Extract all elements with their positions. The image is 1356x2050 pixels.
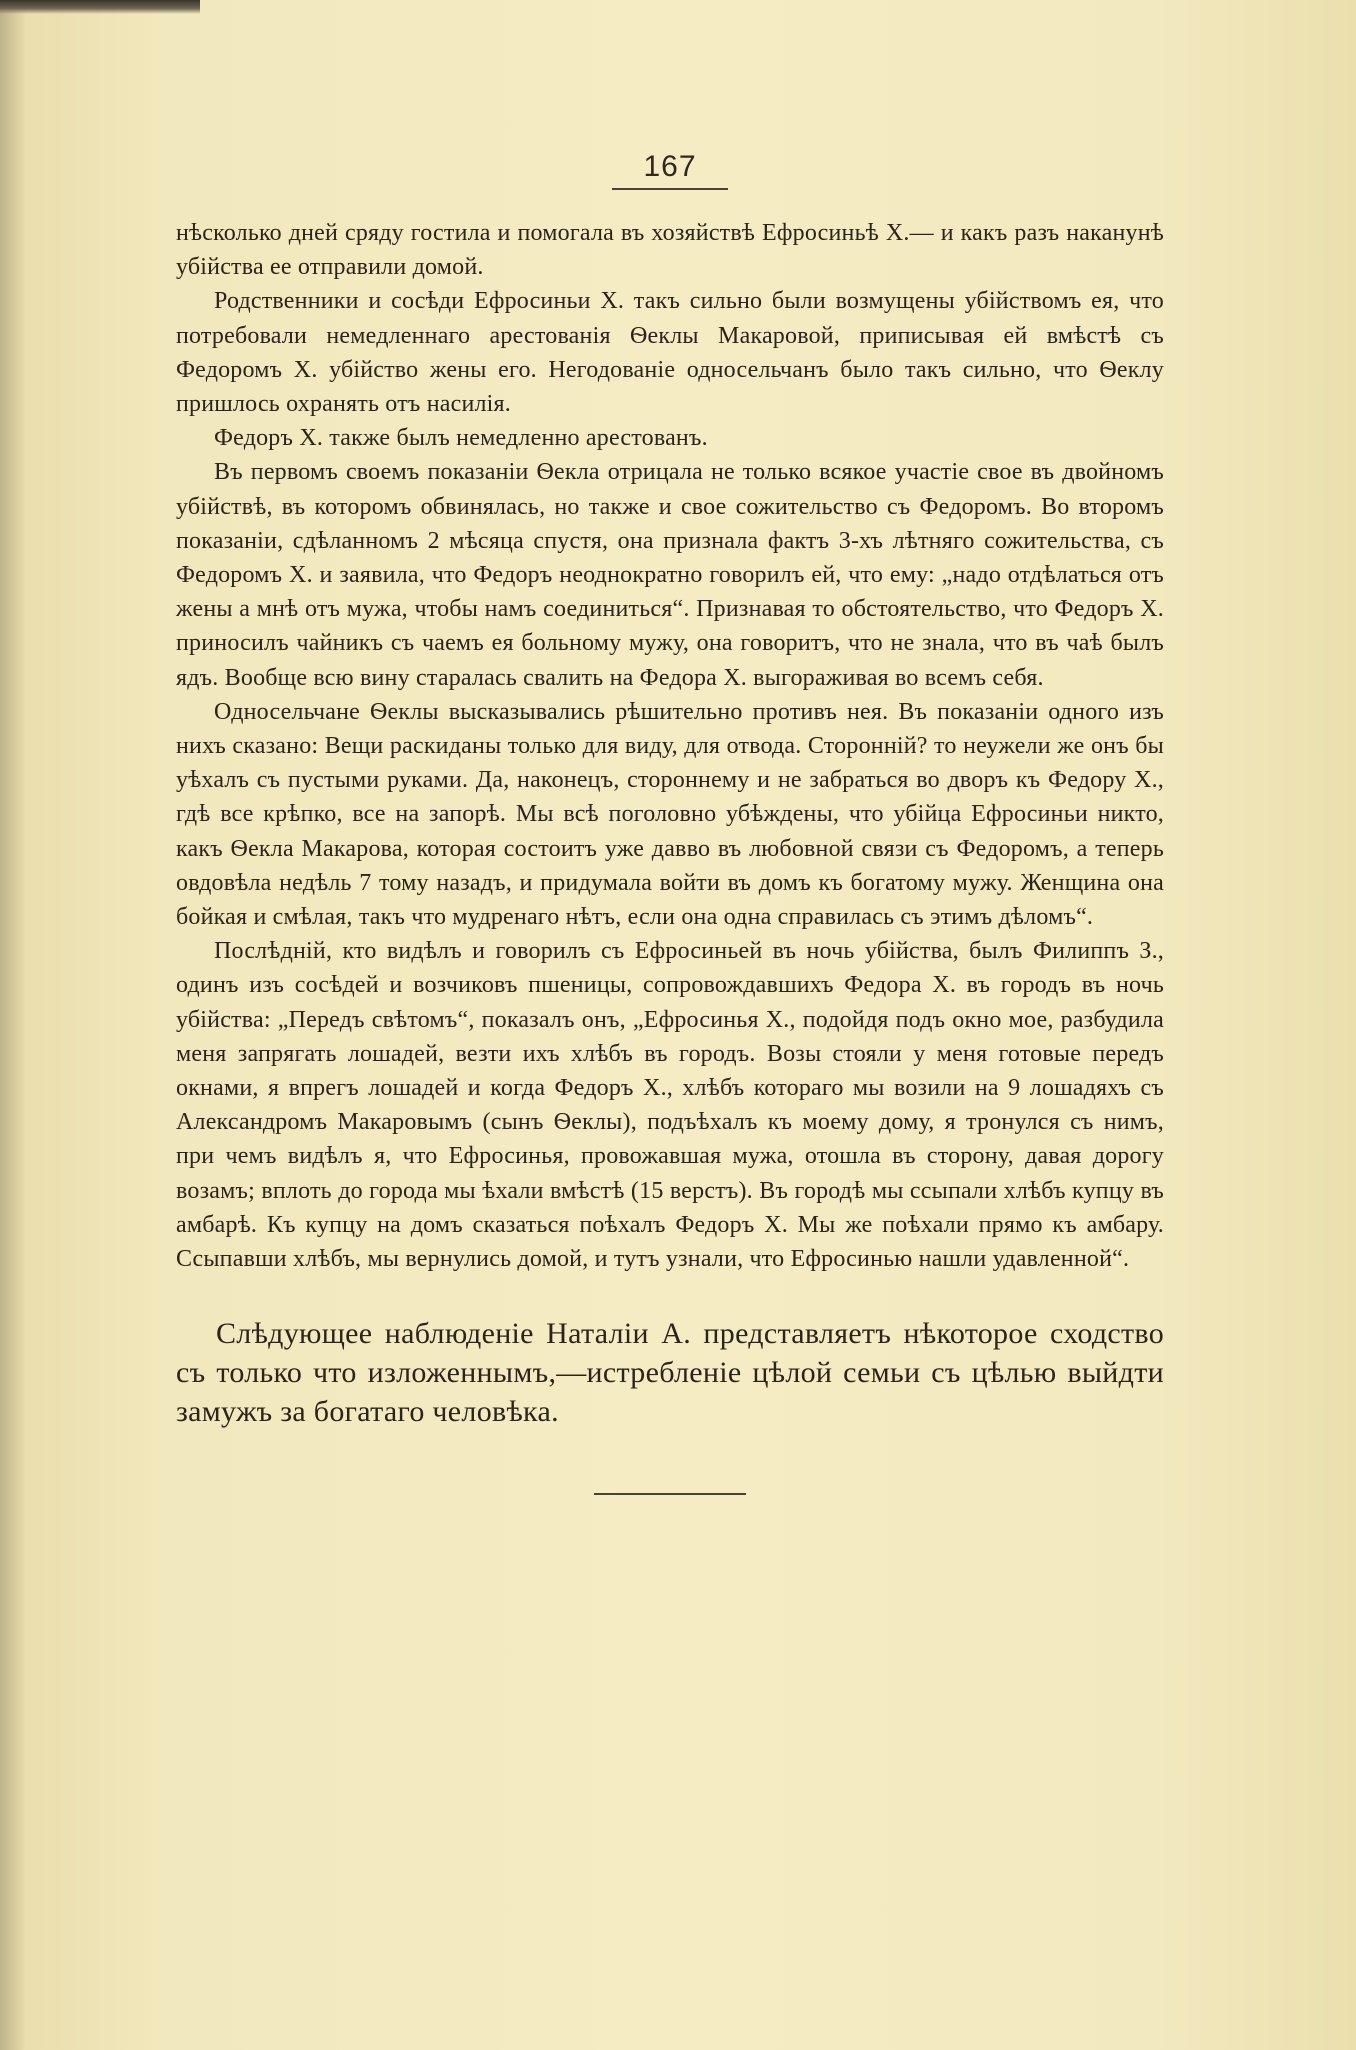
body-text	[176, 216, 1164, 1276]
header-rule	[612, 188, 728, 190]
scan-corner-mark	[0, 0, 200, 14]
closing-paragraph: Слѣдующее наблюденіе Наталіи А. представляетъ нѣкоторое сходство съ только что изложеннымъ,—истребленіе цѣлой семьи съ цѣлью выйдти замужъ за богатаго человѣка.	[176, 1317, 1164, 1429]
paragraph: Въ первомъ своемъ показаніи Ѳекла отрицала не только всякое участіе свое въ двойномъ убійствѣ, въ которомъ обвинялась, но также и свое сожительство съ Федоромъ. Во второмъ показаніи, сдѣланномъ 2 мѣсяца спустя, она признала фактъ 3-хъ лѣтняго сожительства, съ Федоромъ Х. и заявила, что Федоръ неоднократно говорилъ ей, что ему: „надо отдѣлаться отъ жены а мнѣ отъ мужа, чтобы намъ соединиться“. Признавая то обстоятельство, что Федоръ Х. приносилъ чайникъ съ чаемъ ея больному мужу, она говоритъ, что не знала, что въ чаѣ былъ ядъ. Вообще всю вину старалась свалить на Федора Х. выгораживая во всемъ себя.	[176, 459, 1164, 691]
page-edge-shadow	[0, 0, 26, 2050]
page-number: 167	[643, 150, 697, 183]
paragraph: Родственники и сосѣди Ефросиньи Х. такъ сильно были возмущены убійствомъ ея, что потребовали немедленнаго арестованія Ѳеклы Макаровой, приписывая ей вмѣстѣ съ Федоромъ Х. убійство жены его. Негодованіе односельчанъ было такъ сильно, что Ѳеклу пришлось охранять отъ насилія.	[176, 288, 1164, 418]
paragraph: Послѣдній, кто видѣлъ и говорилъ съ Ефросиньей въ ночь убійства, былъ Филиппъ З., одинъ изъ сосѣдей и возчиковъ пшеницы, сопровождавшихъ Федора Х. въ городъ въ ночь убійства: „Передъ свѣтомъ“, показалъ онъ, „Ефросинья Х., подойдя подъ окно мое, разбудила меня запрягать лошадей, везти ихъ хлѣбъ въ городъ. Возы стояли у меня готовые передъ окнами, я впрегъ лошадей и когда Федоръ Х., хлѣбъ котораго мы возили на 9 лошадяхъ съ Александромъ Макаровымъ (сынъ Ѳеклы), подъѣхалъ къ моему дому, я тронулся съ нимъ, при чемъ видѣлъ я, что Ефросинья, провожавшая мужа, отошла въ сторону, давая дорогу возамъ; вплоть до города мы ѣхали вмѣстѣ (15 верстъ). Въ городѣ мы ссыпали хлѣбъ купцу въ амбарѣ. Къ купцу на домъ сказаться поѣхалъ Федоръ Х. Мы же поѣхали прямо къ амбару. Ссыпавши хлѣбъ, мы вернулись домой, и тутъ узнали, что Ефросинью нашли удавленной“.	[176, 938, 1164, 1273]
page	[176, 150, 1164, 1495]
paragraph: нѣсколько дней сряду гостила и помогала въ хозяйствѣ Ефросиньѣ Х.— и какъ разъ наканунѣ убійства ее отправили домой.	[176, 220, 1164, 281]
paragraph: Односельчане Ѳеклы высказывались рѣшительно противъ нея. Въ показаніи одного изъ нихъ сказано: Вещи раскиданы только для виду, для отвода. Сторонній? то неужели же онъ бы уѣхалъ съ пустыми руками. Да, наконецъ, стороннему и не забраться во дворъ къ Федору Х., гдѣ все крѣпко, все на запорѣ. Мы всѣ поголовно убѣждены, что убійца Ефросиньи никто, какъ Ѳекла Макарова, которая состоитъ уже давво въ любовной связи съ Федоромъ, а теперь овдовѣла недѣль 7 тому назадъ, и придумала войти въ домъ къ богатому мужу. Женщина она бойкая и смѣлая, такъ что мудренаго нѣтъ, если она одна справилась съ этимъ дѣломъ“.	[176, 698, 1164, 931]
paragraph: Федоръ Х. также былъ немедленно арестованъ.	[214, 425, 708, 452]
footer-rule	[594, 1493, 746, 1495]
